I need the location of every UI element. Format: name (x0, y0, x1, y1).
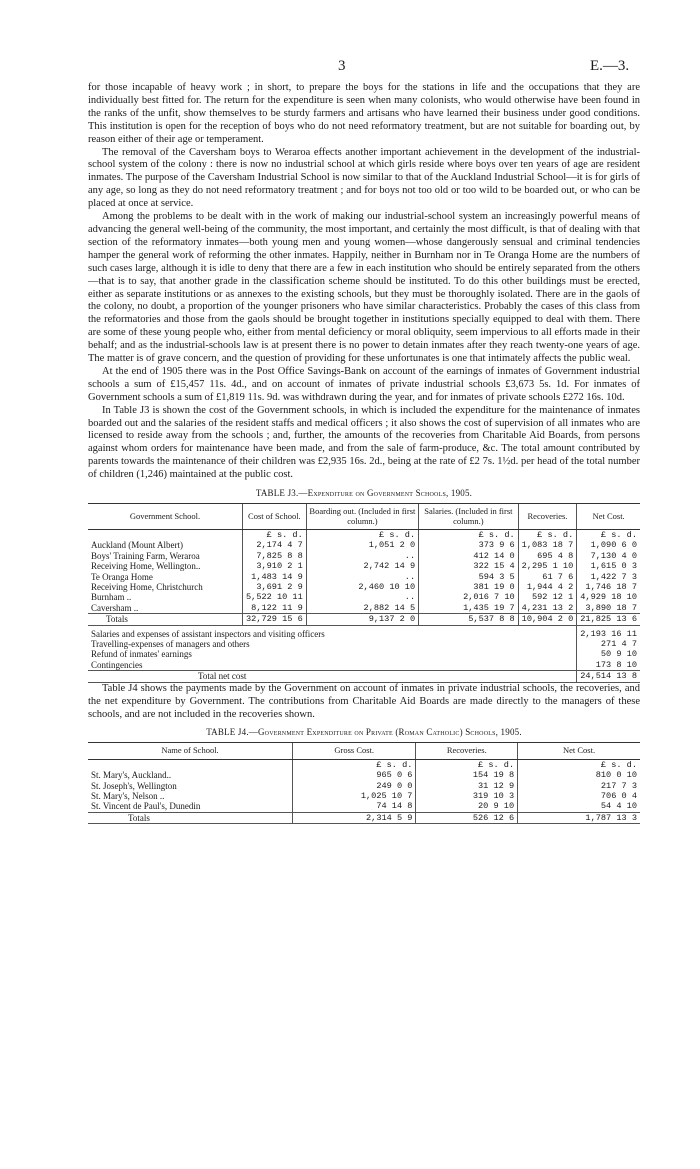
table-row (88, 781, 640, 791)
row-label: Auckland (Mount Albert) (91, 540, 183, 551)
cell-recoveries: 61 7 6 (518, 572, 577, 582)
cell-salaries: 2,016 7 10 (419, 592, 519, 602)
cell-recoveries: 154 19 8 (416, 770, 518, 780)
cell-cost: 2,174 4 7 (243, 540, 307, 550)
cell-boarding: 2,742 14 9 (306, 561, 418, 571)
cell-net: 706 0 4 (518, 791, 640, 801)
cell-cost: 8,122 11 9 (243, 603, 307, 614)
totals-row (88, 812, 640, 823)
cell-recoveries: 1,083 18 7 (518, 540, 577, 550)
cell-net: 1,787 13 3 (518, 812, 640, 823)
cell-net: 217 7 3 (518, 781, 640, 791)
cell-cost: 1,483 14 9 (243, 572, 307, 582)
row-label: St. Mary's, Nelson .. (91, 791, 165, 802)
cell-net: 3,890 18 7 (577, 603, 640, 614)
cell-salaries: 412 14 0 (419, 551, 519, 561)
col-header: Salaries. (Included in first column.) (419, 504, 519, 530)
paragraph: In Table J3 is shown the cost of the Government schools, in which is included the expenditure for the maintenance of inmates boarded out and the salaries of the resident staffs and medical officers ; it also shows the cost of supervision of all inmates who are licensed to reside away from the schools ; and, further, the amounts of the recoveries from Charitable Aid Boards, from persons against whom orders for maintenance have been made, and from the sale of farm-produce, &c. The total amount contributed by parents towards the maintenance of their children was £2,935 16s. 2d., being at the rate of £2 7s. 1½d. per head of the total number of children (1,246) maintained at the public cost. (88, 404, 640, 481)
cell-gross: 965 0 6 (293, 770, 416, 780)
cell-cost: 3,691 2 9 (243, 582, 307, 592)
cell-net: 271 4 7 (577, 639, 640, 649)
cell-recoveries: 319 10 3 (416, 791, 518, 801)
table-j3-caption: TABLE J3.—Expenditure on Government Schools, 1905. (255, 488, 473, 499)
cell-gross: 2,314 5 9 (293, 812, 416, 823)
row-label: Caversham .. (91, 602, 139, 613)
page-body (88, 82, 640, 824)
cell-net: 1,090 6 0 (577, 540, 640, 550)
cell-net: 173 8 10 (577, 660, 640, 671)
cell-salaries: 594 3 5 (419, 572, 519, 582)
paragraph: Among the problems to be dealt with in the work of making our industrial-school system an increasingly powerful means of advancing the general well-being of the community, the most important, and certainly the most difficult, is that of dealing with that section of the reformatory inmates—both young men and young women—whose dangerously sensual and criminal tendencies hamper the general work of reforming the other inmates. Happily, neither in Burnham nor in Te Oranga Home are the numbers of such cases large, although it is idle to deny that there are a few in each institution who should be entirely separated from the others—that is to say, that another grade in the classification scheme should be instituted. To do this other buildings must be erected, either as separate institutions or as annexes to the existing schools, but they must be thoroughly isolated. There are in the gaols of the colony, no doubt, a proportion of the younger prisoners who have similar characteristics. Probably the cases of this class from the reformatories and those from the gaols should be brought together in institutions specially equipped to deal with them. There are some of these young people who, either from mental deficiency or moral obliquity, seem impervious to all efforts made in their behalf; and as the industrial-schools law is at present there is no power to detain inmates after they reach twenty-one years of age. The matter is of grave concern, and the question of providing for these unfortunates is one that intimately affects the public weal. (88, 211, 640, 365)
table-row (88, 770, 640, 780)
col-header: Boarding out. (Included in first column.) (306, 504, 418, 530)
col-header: Net Cost. (518, 743, 640, 760)
cell-recoveries: 20 9 10 (416, 801, 518, 812)
row-label: Burnham .. (91, 592, 132, 603)
cell-boarding: 9,137 2 0 (306, 614, 418, 625)
table-row (88, 801, 640, 812)
table-j3 (88, 503, 640, 683)
extra-row (88, 625, 640, 639)
paragraph: Table J4 shows the payments made by the Government on account of inmates in private industrial schools, the recoveries, and the net expenditure by Government. The contributions from Charitable Aid Boards are made directly to the managers of these schools, and are not included in the recoveries shown. (88, 682, 640, 720)
cell-net: 50 9 10 (577, 649, 640, 659)
paragraph: for those incapable of heavy work ; in short, to prepare the boys for the stations in life and the occupations that they are individually best fitted for. The return for the expenditure is seen when many colonists, who would otherwise have been found in the ranks of the unfit, show themselves to be sturdy farmers and artisans who have learned their business under good conditions. This institution is open for the reception of boys who do not need reformatory treatment, but are not suitable for boarding out, by reason either of their age or temperament. (88, 82, 640, 145)
cell-recoveries: 526 12 6 (416, 812, 518, 823)
row-label: Totals (88, 614, 243, 625)
cell-gross: 1,025 10 7 (293, 791, 416, 801)
cell-recoveries: 2,295 1 10 (518, 561, 577, 571)
cell-boarding: 2,882 14 5 (306, 603, 418, 614)
cell-recoveries: 10,904 2 0 (518, 614, 577, 625)
row-label: Receiving Home, Christchurch (91, 582, 203, 593)
cell-recoveries: 592 12 1 (518, 592, 577, 602)
unit-label: £ s. d. (293, 759, 416, 770)
cell-recoveries: 695 4 8 (518, 551, 577, 561)
cell-net: 1,615 0 3 (577, 561, 640, 571)
cell-cost: 32,729 15 6 (243, 614, 307, 625)
unit-label: £ s. d. (518, 530, 577, 541)
cell-net: 810 0 10 (518, 770, 640, 780)
cell-net: 2,193 16 11 (577, 625, 640, 639)
cell-salaries: 373 9 6 (419, 540, 519, 550)
table-row (88, 540, 640, 550)
cell-cost: 3,910 2 1 (243, 561, 307, 571)
paragraph: At the end of 1905 there was in the Post Office Savings-Bank on account of the earnings of inmates of Government industrial schools a sum of £15,457 11s. 4d., and on account of inmates of private industrial schools £3,673 5s. 1d. For inmates of Government schools a sum of £1,819 11s. 9d. was withdrawn during the year, and for inmates of private schools £272 16s. 10d. (88, 365, 640, 403)
cell-salaries: 1,435 19 7 (419, 603, 519, 614)
cell-recoveries: 4,231 13 2 (518, 603, 577, 614)
row-label: Refund of inmates' earnings (91, 649, 192, 660)
cell-boarding: .. (306, 572, 418, 582)
total-net-row (88, 671, 640, 682)
unit-label: £ s. d. (518, 759, 640, 770)
paragraph: The removal of the Caversham boys to Weraroa effects another important achievement in the development of the industrial-school system of the colony : there is now no industrial school at which girls reside where boys over ten years of age are resident inmates. The purpose of the Caversham Industrial School is now similar to that of the Auckland Industrial School—it is for girls of any age, so long as they do not need reformatory treatment ; and for boys not too old or too wild to be boarded out, or who can be placed at once at service. (88, 146, 640, 210)
unit-label: £ s. d. (577, 530, 640, 541)
cell-net: 1,746 18 7 (577, 582, 640, 592)
cell-salaries: 322 15 4 (419, 561, 519, 571)
table-row (88, 551, 640, 561)
row-label: Totals (88, 812, 293, 823)
table-row (88, 603, 640, 614)
page-number: 3 (338, 58, 346, 74)
unit-label: £ s. d. (416, 759, 518, 770)
cell-boarding: 1,051 2 0 (306, 540, 418, 550)
table-j4 (88, 742, 640, 824)
cell-recoveries: 31 12 9 (416, 781, 518, 791)
unit-label: £ s. d. (243, 530, 307, 541)
table-j4-caption: TABLE J4.—Government Expenditure on Private (Roman Catholic) Schools, 1905. (206, 727, 522, 738)
row-label: St. Joseph's, Wellington (91, 780, 177, 791)
row-label: Total net cost (88, 671, 577, 682)
col-header: Cost of School. (243, 504, 307, 530)
extra-row (88, 649, 640, 659)
table-row (88, 592, 640, 602)
cell-net: 1,422 7 3 (577, 572, 640, 582)
row-label: Contingencies (91, 659, 143, 670)
cell-cost: 5,522 10 11 (243, 592, 307, 602)
col-header: Name of School. (88, 743, 293, 760)
cell-net: 21,825 13 6 (577, 614, 640, 625)
row-label: Te Oranga Home (91, 571, 153, 582)
cell-salaries: 5,537 8 8 (419, 614, 519, 625)
table-row (88, 791, 640, 801)
col-header: Government School. (88, 504, 243, 530)
cell-net: 4,929 18 10 (577, 592, 640, 602)
cell-salaries: 381 19 0 (419, 582, 519, 592)
cell-boarding: .. (306, 592, 418, 602)
cell-net: 24,514 13 8 (577, 671, 640, 682)
row-label: Salaries and expenses of assistant inspectors and visiting officers (91, 628, 325, 639)
page-header (0, 58, 700, 78)
cell-boarding: 2,460 10 10 (306, 582, 418, 592)
row-label: St. Vincent de Paul's, Dunedin (91, 801, 201, 812)
row-label: Travelling-expenses of managers and others (91, 639, 250, 650)
col-header: Recoveries. (518, 504, 577, 530)
cell-gross: 74 14 8 (293, 801, 416, 812)
cell-net: 7,130 4 0 (577, 551, 640, 561)
row-label: St. Mary's, Auckland.. (91, 770, 172, 781)
table-row (88, 561, 640, 571)
row-label: Receiving Home, Wellington.. (91, 561, 201, 572)
cell-cost: 7,825 8 8 (243, 551, 307, 561)
col-header: Net Cost. (577, 504, 640, 530)
row-label: Boys' Training Farm, Weraroa (91, 550, 200, 561)
cell-boarding: .. (306, 551, 418, 561)
table-row (88, 582, 640, 592)
col-header: Gross Cost. (293, 743, 416, 760)
unit-label: £ s. d. (306, 530, 418, 541)
col-header: Recoveries. (416, 743, 518, 760)
extra-row (88, 660, 640, 671)
document-reference: E.—3. (590, 58, 630, 74)
cell-net: 54 4 10 (518, 801, 640, 812)
extra-row (88, 639, 640, 649)
unit-label: £ s. d. (419, 530, 519, 541)
table-row (88, 572, 640, 582)
cell-gross: 249 0 0 (293, 781, 416, 791)
totals-row (88, 614, 640, 625)
cell-recoveries: 1,944 4 2 (518, 582, 577, 592)
